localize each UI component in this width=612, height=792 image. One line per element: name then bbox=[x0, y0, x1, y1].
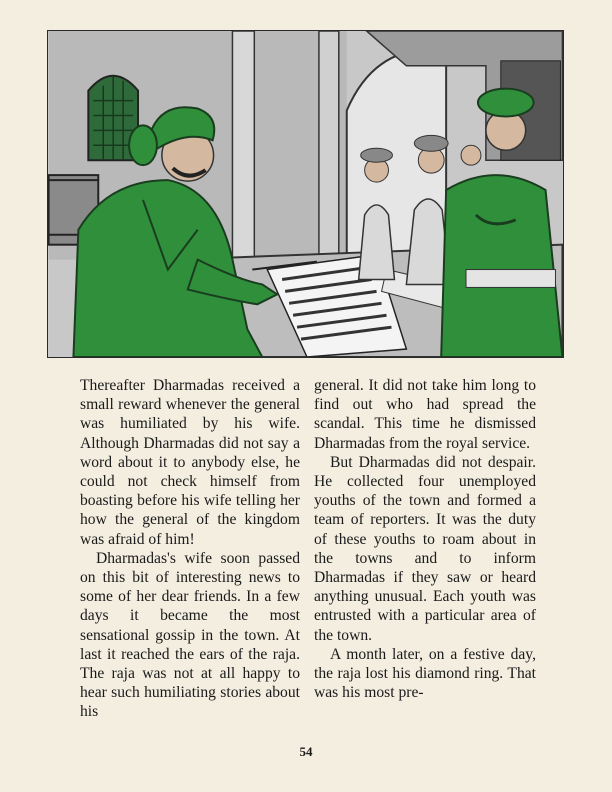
right-text-column bbox=[314, 376, 536, 702]
story-paragraph: Dharmadas's wife soon passed on this bit of interesting news to some of her dear friends. In a few days it became the most sensational gossip in the town. At last it reached the ears of the raja. The raja was not at all happy to hear such humiliating stories about his bbox=[80, 549, 300, 721]
story-paragraph: general. It did not take him long to find out who had spread the scandal. This time he dismissed Dharmadas from the royal service. bbox=[314, 377, 536, 452]
story-paragraph: A month later, on a festive day, the raja lost his diamond ring. That was his most pre- bbox=[314, 645, 536, 702]
page-number: 54 bbox=[299, 744, 313, 759]
illustration-drawing bbox=[48, 31, 563, 357]
story-paragraph: Thereafter Dharmadas received a small reward whenever the general was humiliated by his wife. Although Dharmadas did not say a word about it to anybody else, he could not check himself from boasting before his wife telling her how the general of the kingdom was afraid of him! bbox=[80, 377, 300, 548]
story-illustration bbox=[47, 30, 564, 358]
story-paragraph: But Dharmadas did not despair. He collected four unemployed youths of the town and formed a team of reporters. It was the duty of these youths to roam about in the towns and to inform Dharmadas if they saw or heard anything unusual. Each youth was entrusted with a particular area of the town. bbox=[314, 453, 536, 644]
left-text-column bbox=[80, 376, 300, 722]
